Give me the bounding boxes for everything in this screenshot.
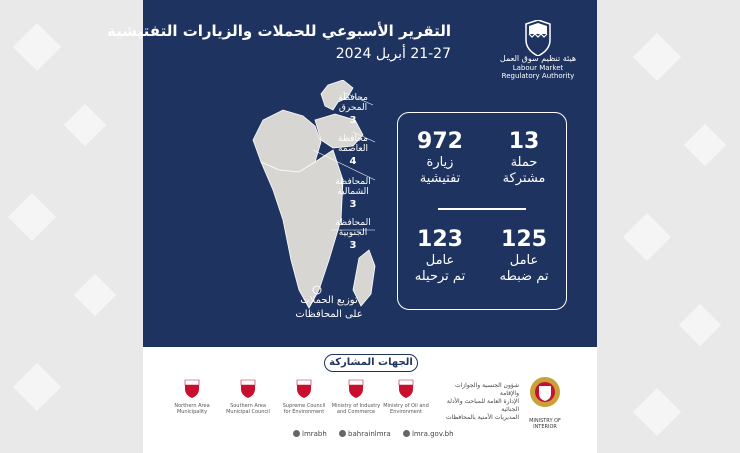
stat-value: 972 bbox=[417, 129, 463, 154]
partner-name: Northern Area Municipality bbox=[174, 403, 210, 415]
globe-icon bbox=[403, 430, 410, 437]
stat-label: حملة bbox=[510, 155, 538, 170]
lmra-name-ar: هيئة تنظيم سوق العمل bbox=[499, 54, 577, 63]
stat-value: 13 bbox=[508, 129, 540, 154]
ministry-name: MINISTRY OF INTERIOR bbox=[529, 418, 561, 430]
stat-workers-caught bbox=[482, 227, 566, 285]
stat-value: 123 bbox=[417, 227, 463, 252]
stat-label: تم ضبطه bbox=[499, 269, 549, 284]
bahrain-crest-icon bbox=[347, 378, 365, 398]
governorate-value: 3 bbox=[349, 115, 357, 126]
website-text: lmra.gov.bh bbox=[411, 430, 454, 438]
partner-name: Ministry of Oil and Environment bbox=[383, 403, 429, 415]
bahrain-crest-icon bbox=[239, 378, 257, 398]
governorate-name: المحافظة الشمالية bbox=[335, 177, 371, 197]
ministry-dept-3: المديريات الأمنية بالمحافظات bbox=[446, 414, 519, 421]
stat-label: عامل bbox=[425, 253, 455, 268]
governorate-name: محافظة العاصمة bbox=[338, 134, 368, 154]
partner-name: Southern Area Municipal Council bbox=[226, 403, 270, 415]
stat-label: تفتيشية bbox=[419, 171, 461, 186]
governorate-value: 3 bbox=[349, 199, 357, 210]
social-icon bbox=[339, 430, 346, 437]
social-handle-2-text: bahrainlmra bbox=[348, 430, 391, 438]
ministry-of-interior-logo bbox=[525, 374, 565, 430]
social-handle-1-text: lmrabh bbox=[302, 430, 327, 438]
stat-workers-deported bbox=[398, 227, 482, 285]
governorate-value: 4 bbox=[349, 156, 357, 167]
social-handle-2[interactable] bbox=[339, 430, 391, 438]
ministry-dept-2: الإدارة العامة للمباحث والأدلة الجنائية bbox=[446, 398, 519, 413]
map-caption bbox=[289, 294, 369, 322]
stat-label: مشتركة bbox=[502, 171, 546, 186]
lmra-name-en-line1: Labour Market bbox=[512, 64, 564, 72]
partner-name: Ministry of Industry and Commerce bbox=[331, 403, 381, 415]
map-caption-line2: على المحافظات bbox=[295, 309, 363, 320]
governorate-capital bbox=[323, 134, 383, 167]
partner-logo bbox=[279, 378, 329, 415]
report-card bbox=[107, 0, 597, 453]
map-caption-line1: توزيع الحملات bbox=[300, 295, 358, 306]
social-icon bbox=[293, 430, 300, 437]
stat-inspection-visits bbox=[398, 129, 482, 187]
participants-title: الجهات المشاركة bbox=[324, 354, 418, 372]
governorate-value: 3 bbox=[349, 240, 357, 251]
report-date: 21-27 أبريل 2024 bbox=[335, 46, 451, 62]
ministry-dept-1: شؤون الجنسية والجوازات والإقامة bbox=[454, 382, 519, 397]
stat-label: عامل bbox=[509, 253, 539, 268]
stat-value: 125 bbox=[501, 227, 547, 252]
partner-logo bbox=[167, 378, 217, 415]
social-handle-1[interactable] bbox=[293, 430, 327, 438]
ministry-emblem-icon bbox=[527, 374, 563, 414]
social-links bbox=[293, 430, 493, 438]
bahrain-crest-icon bbox=[295, 378, 313, 398]
stat-label: زيارة bbox=[426, 155, 454, 170]
bahrain-crest-icon bbox=[397, 378, 415, 398]
governorate-muharraq bbox=[323, 93, 383, 126]
partner-logo bbox=[381, 378, 431, 415]
stats-divider bbox=[438, 208, 526, 210]
partner-name: Supreme Council for Environment bbox=[282, 403, 326, 415]
report-panel bbox=[107, 0, 597, 347]
stat-label: تم ترحيله bbox=[414, 269, 466, 284]
ministry-departments bbox=[435, 382, 519, 422]
partner-logo bbox=[223, 378, 273, 415]
bahrain-crest-icon bbox=[183, 378, 201, 398]
website-link[interactable] bbox=[403, 430, 454, 438]
governorate-name: محافظة المحرق bbox=[338, 93, 368, 113]
lmra-name-en bbox=[495, 64, 581, 80]
governorate-name: المحافظة الجنوبية bbox=[335, 218, 371, 238]
report-title: التقرير الأسبوعي للحملات والزيارات التفتيشية bbox=[107, 22, 451, 40]
partner-logo bbox=[331, 378, 381, 415]
lmra-name-en-line2: Regulatory Authority bbox=[501, 72, 575, 80]
lmra-emblem-icon bbox=[518, 20, 558, 56]
governorate-northern bbox=[323, 177, 383, 210]
governorate-southern bbox=[323, 218, 383, 251]
stats-box bbox=[397, 112, 567, 310]
stat-joint-campaigns bbox=[482, 129, 566, 187]
